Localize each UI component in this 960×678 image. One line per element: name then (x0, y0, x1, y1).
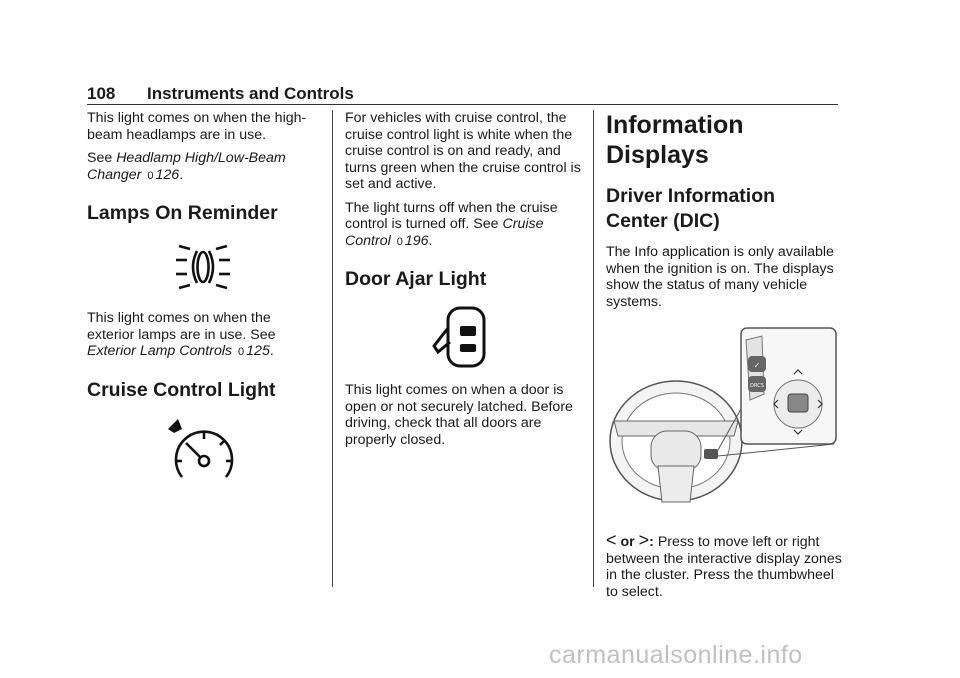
watermark: carmanualsonline.info (549, 641, 803, 669)
door-ajar-heading: Door Ajar Light (345, 268, 487, 290)
lamps-on-icon (163, 234, 243, 304)
inset-button-mid-label: DRCS (750, 383, 764, 389)
page-number: 108 (87, 84, 116, 103)
page-ref[interactable]: 126 (155, 166, 180, 183)
door-ajar-text: This light comes on when a door is open or not securely latched. Before driving, check that all doors are properly closed. (345, 382, 573, 448)
page-header (87, 82, 838, 105)
steering-wheel-figure (606, 326, 840, 518)
headlamp-link[interactable]: Headlamp High/Low-Beam Changer (87, 150, 286, 183)
column-1 (87, 110, 319, 501)
column-3 (606, 110, 842, 607)
dic-heading: Driver Information Center (DIC) (606, 185, 776, 232)
page-ref-arrow-icon: 0 (147, 169, 154, 182)
column-divider (332, 110, 333, 587)
section-title: Instruments and Controls (147, 84, 354, 103)
high-beam-text: This light comes on when the high-beam headlamps are in use. (87, 110, 307, 143)
left-chevron-icon: < (606, 530, 617, 550)
page-ref-arrow-icon: 0 (396, 235, 403, 248)
page-ref[interactable]: 196 (404, 232, 429, 249)
cruise-off-text: The light turns off when the cruise control is turned off. See Cruise Control 0 196. (345, 199, 558, 249)
dic-intro-text: The Info application is only available when the ignition is on. The displays show the status of many vehicle systems. (606, 244, 834, 310)
column-divider (593, 110, 594, 587)
page-ref-arrow-icon: 0 (238, 346, 245, 358)
exterior-lamp-link[interactable]: Exterior Lamp Controls (87, 343, 233, 359)
cruise-light-text: For vehicles with cruise control, the cruise control light is white when the cruise control is on and ready, and turns green when the cruise control is set and active. (345, 110, 581, 192)
cruise-control-icon (158, 411, 248, 501)
information-displays-heading: Information Displays (606, 111, 744, 169)
see-reference: See Headlamp High/Low-Beam Changer 0 126. (87, 150, 286, 183)
page-ref[interactable]: 125 (246, 343, 270, 359)
right-chevron-icon: > (638, 530, 650, 550)
dic-left-right-desc: Press to move left or right between the interactive display zones in the cluster. Press the thumbwheel to select. (606, 534, 842, 600)
column-2 (345, 110, 581, 455)
cruise-control-heading: Cruise Control Light (87, 378, 276, 401)
door-ajar-icon (428, 298, 498, 374)
dic-left-right-text: < or >: Press to move left or right between the interactive display zones in the cluster. Press the thumbwheel to select. (606, 530, 842, 600)
lamps-on-heading: Lamps On Reminder (87, 202, 278, 224)
or-word: or (620, 534, 635, 550)
lamps-on-text: This light comes on when the exterior lamps are in use. See Exterior Lamp Controls 0 125. (87, 310, 276, 359)
cruise-control-link[interactable]: Cruise Control (345, 216, 544, 249)
inset-button-top-label: ✓ (753, 361, 761, 370)
